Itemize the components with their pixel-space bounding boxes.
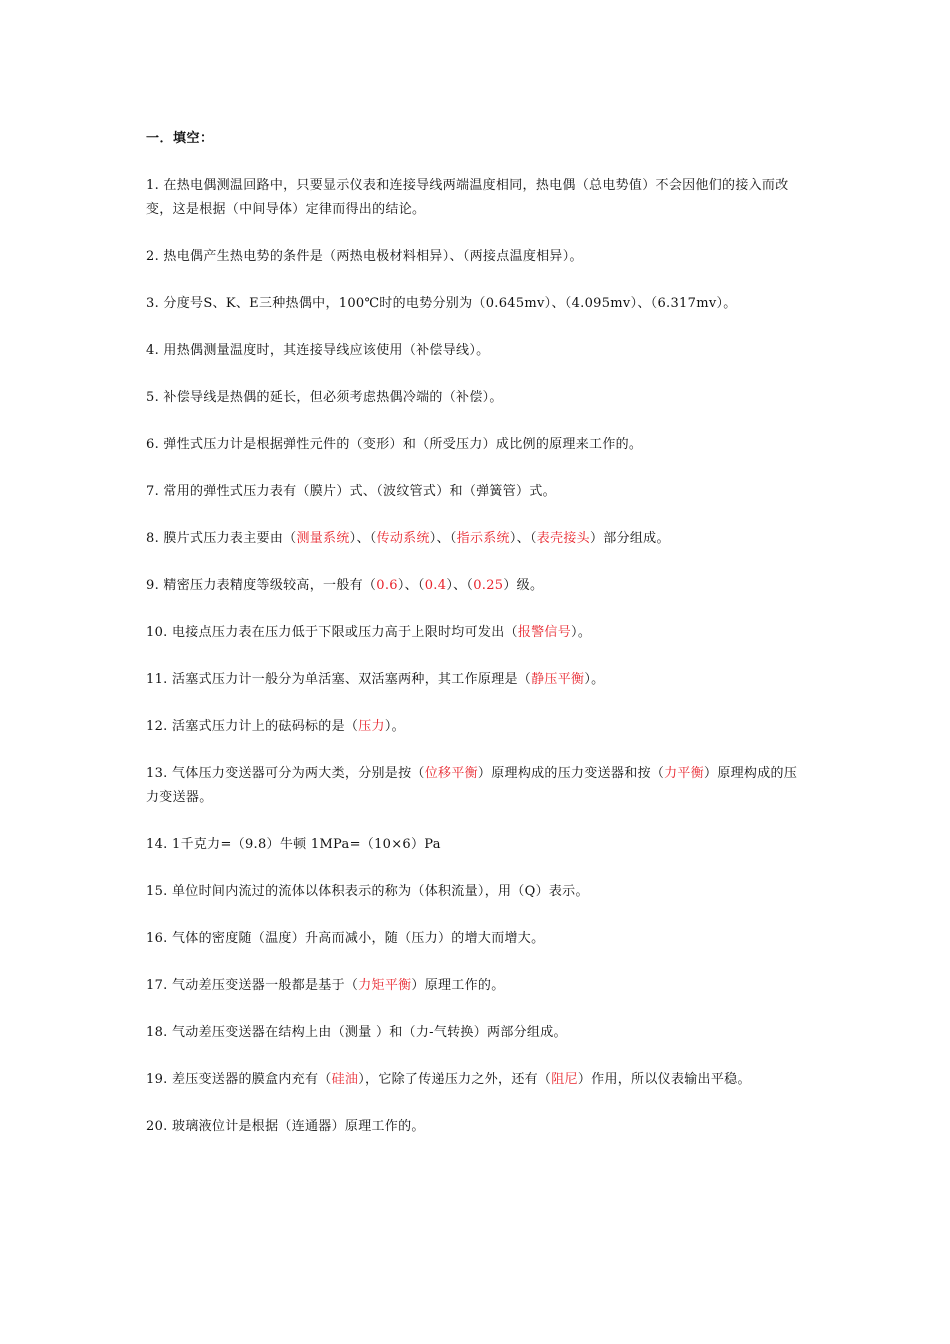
question-text: 10. 电接点压力表在压力低于下限或压力高于上限时均可发出（ bbox=[146, 625, 518, 640]
question-text: 12. 活塞式压力计上的砝码标的是（ bbox=[146, 719, 359, 734]
answer-text: 指示系统 bbox=[456, 531, 510, 546]
question-item bbox=[146, 762, 806, 810]
question-text: ）级。 bbox=[503, 578, 544, 593]
question-item bbox=[146, 880, 806, 904]
question-text: 7. 常用的弹性式压力表有（膜片）式、（波纹管式）和（弹簧管）式。 bbox=[146, 484, 556, 499]
question-item bbox=[146, 1068, 806, 1092]
question-list bbox=[146, 174, 806, 1139]
question-item bbox=[146, 574, 806, 598]
document-content bbox=[146, 127, 806, 1162]
question-text: 14. 1千克力=（9.8）牛顿 1MPa=（10×6）Pa bbox=[146, 837, 441, 852]
question-text: ）、（ bbox=[397, 578, 425, 593]
answer-text: 力平衡 bbox=[664, 766, 705, 781]
answer-text: 报警信号 bbox=[517, 625, 572, 640]
answer-text: 阻尼 bbox=[551, 1072, 578, 1087]
answer-text: 0.6 bbox=[376, 578, 398, 593]
question-text: 1. 在热电偶测温回路中，只要显示仪表和连接导线两端温度相同，热电偶（总电势值）不会因他们的接入而改变，这是根据（中间导体）定律而得出的结论。 bbox=[146, 178, 789, 217]
question-item bbox=[146, 433, 806, 457]
question-text: 9. 精密压力表精度等级较高，一般有（ bbox=[146, 578, 377, 593]
question-text: ）原理构成的压力变送器。 bbox=[146, 766, 798, 805]
question-item bbox=[146, 386, 806, 410]
question-text: ）原理工作的。 bbox=[411, 978, 505, 993]
question-text: ），它除了传递压力之外，还有（ bbox=[358, 1072, 552, 1087]
question-text: 18. 气动差压变送器在结构上由（测量 ）和（力-气转换）两部分组成。 bbox=[146, 1025, 567, 1040]
answer-text: 力矩平衡 bbox=[358, 978, 412, 993]
question-text: 4. 用热偶测量温度时，其连接导线应该使用（补偿导线）。 bbox=[146, 343, 490, 358]
question-text: ）。 bbox=[584, 672, 605, 687]
question-item bbox=[146, 715, 806, 739]
question-text: 3. 分度号S、K、E三种热偶中，100℃时的电势分别为（0.645mv）、（4.095mv）、（6.317mv）。 bbox=[146, 296, 737, 311]
question-text: 15. 单位时间内流过的流体以体积表示的称为（体积流量），用（Q）表示。 bbox=[146, 884, 589, 899]
question-text: 19. 差压变送器的膜盒内充有（ bbox=[146, 1072, 332, 1087]
question-text: 13. 气体压力变送器可分为两大类，分别是按（ bbox=[146, 766, 425, 781]
answer-text: 测量系统 bbox=[296, 531, 350, 546]
question-text: ）、（ bbox=[429, 531, 457, 546]
question-item bbox=[146, 480, 806, 504]
question-text: 20. 玻璃液位计是根据（连通器）原理工作的。 bbox=[146, 1119, 425, 1134]
question-item bbox=[146, 974, 806, 998]
question-item bbox=[146, 174, 806, 222]
question-item bbox=[146, 245, 806, 269]
question-text: ）。 bbox=[384, 719, 405, 734]
answer-text: 静压平衡 bbox=[531, 672, 585, 687]
question-text: ）、（ bbox=[446, 578, 474, 593]
question-text: 2. 热电偶产生热电势的条件是（两热电极材料相异）、（两接点温度相异）。 bbox=[146, 249, 583, 264]
question-item bbox=[146, 1021, 806, 1045]
answer-text: 表壳接头 bbox=[536, 531, 590, 546]
section-heading: 一．填空： bbox=[146, 131, 214, 146]
question-item bbox=[146, 1115, 806, 1139]
answer-text: 传动系统 bbox=[376, 531, 430, 546]
question-text: 6. 弹性式压力计是根据弹性元件的（变形）和（所受压力）成比例的原理来工作的。 bbox=[146, 437, 643, 452]
answer-text: 位移平衡 bbox=[424, 766, 478, 781]
question-text: 16. 气体的密度随（温度）升高而减小，随（压力）的增大而增大。 bbox=[146, 931, 545, 946]
question-item bbox=[146, 927, 806, 951]
question-text: 17. 气动差压变送器一般都是基于（ bbox=[146, 978, 359, 993]
question-item bbox=[146, 292, 806, 316]
answer-text: 0.25 bbox=[473, 578, 504, 593]
question-text: 11. 活塞式压力计一般分为单活塞、双活塞两种，其工作原理是（ bbox=[146, 672, 532, 687]
question-text: ）。 bbox=[571, 625, 592, 640]
question-text: ）作用，所以仪表输出平稳。 bbox=[577, 1072, 751, 1087]
question-text: ）、（ bbox=[349, 531, 377, 546]
question-item bbox=[146, 668, 806, 692]
question-text: ）部分组成。 bbox=[589, 531, 670, 546]
answer-text: 0.4 bbox=[424, 578, 447, 593]
question-item bbox=[146, 833, 806, 857]
answer-text: 硅油 bbox=[331, 1072, 359, 1087]
question-text: 8. 膜片式压力表主要由（ bbox=[146, 531, 297, 546]
question-text: ）、（ bbox=[509, 531, 537, 546]
question-item bbox=[146, 527, 806, 551]
answer-text: 压力 bbox=[358, 719, 385, 734]
question-item bbox=[146, 339, 806, 363]
question-text: 5. 补偿导线是热偶的延长，但必须考虑热偶冷端的（补偿）。 bbox=[146, 390, 503, 405]
question-item bbox=[146, 621, 806, 645]
question-text: ）原理构成的压力变送器和按（ bbox=[477, 766, 665, 781]
